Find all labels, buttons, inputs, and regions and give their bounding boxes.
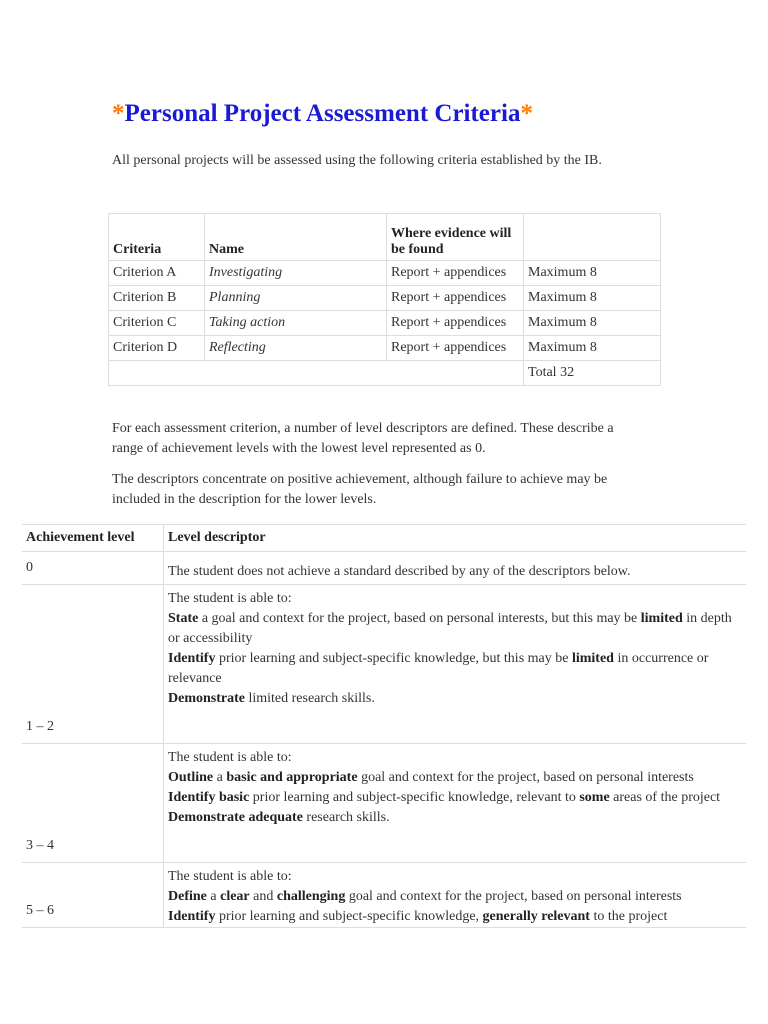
criteria-row [109, 261, 661, 286]
descriptor-text: The student is able to: [168, 750, 292, 765]
descriptor-keyword: limited [640, 611, 683, 626]
descriptor-line [168, 867, 742, 887]
title-star-left: * [112, 100, 125, 127]
criteria-total-row [109, 361, 661, 386]
descriptor-text: goal and context for the project, based on personal interests [357, 770, 694, 785]
descriptor-text: The student is able to: [168, 869, 292, 884]
level-descriptor [164, 744, 747, 863]
descriptor-text: goal and context for the project, based on personal interests [345, 889, 682, 904]
level-descriptor [164, 552, 747, 585]
level-row [22, 744, 746, 863]
total-cell: Total 32 [524, 361, 661, 386]
descriptor-text: in occurrence or relevance [168, 651, 709, 686]
descriptor-text: The student is able to: [168, 591, 292, 606]
criterion-cell: Criterion C [109, 311, 205, 336]
descriptor-line [168, 562, 742, 582]
max-cell: Maximum 8 [524, 286, 661, 311]
evidence-cell: Report + appendices [387, 336, 524, 361]
max-cell: Maximum 8 [524, 311, 661, 336]
descriptor-text: a goal and context for the project, based on personal interests, but this may be [198, 611, 641, 626]
criterion-cell: Criterion D [109, 336, 205, 361]
criteria-row [109, 336, 661, 361]
descriptor-line [168, 887, 742, 907]
descriptor-text: prior learning and subject-specific knowledge, relevant to [249, 790, 580, 805]
descriptor-text: in depth or accessibility [168, 611, 732, 646]
max-cell: Maximum 8 [524, 336, 661, 361]
intro-text: All personal projects will be assessed using the following criteria established by the IB. [112, 153, 602, 168]
descriptor-keyword: Outline [168, 770, 214, 785]
descriptor-keyword: State [168, 611, 199, 626]
levels-header-row [22, 525, 746, 552]
name-cell: Planning [205, 286, 387, 311]
header-level-descriptor: Level descriptor [164, 525, 747, 552]
descriptor-keyword: Identify [168, 909, 216, 924]
descriptor-keyword: basic and appropriate [226, 770, 358, 785]
descriptors-note: The descriptors concentrate on positive achievement, although failure to achieve may be included in the description for the lower levels. [112, 472, 608, 507]
total-blank-cell [109, 361, 524, 386]
criteria-row [109, 286, 661, 311]
descriptor-text: limited research skills. [244, 691, 375, 706]
descriptor-keyword: Identify [168, 651, 216, 666]
title-text: Personal Project Assessment Criteria [124, 100, 521, 127]
descriptor-line [168, 907, 742, 927]
descriptor-text: The student does not achieve a standard described by any of the descriptors below. [168, 564, 631, 579]
max-cell: Maximum 8 [524, 261, 661, 286]
descriptor-text: to the project [589, 909, 668, 924]
level-row [22, 585, 746, 744]
criterion-cell: Criterion B [109, 286, 205, 311]
descriptor-line [168, 788, 742, 808]
descriptor-line [168, 589, 742, 609]
descriptor-line [168, 768, 742, 788]
page-title [112, 100, 533, 128]
name-cell: Taking action [205, 311, 387, 336]
descriptor-line [168, 808, 742, 828]
descriptor-line [168, 609, 742, 649]
descriptor-keyword: some [579, 790, 610, 805]
level-value: 5 – 6 [22, 863, 164, 928]
header-evidence: Where evidence will be found [391, 226, 512, 257]
descriptor-keyword: limited [571, 651, 614, 666]
achievement-levels-table [22, 524, 746, 928]
descriptor-line [168, 649, 742, 689]
descriptor-text: prior learning and subject-specific knowledge, [215, 909, 483, 924]
level-value: 3 – 4 [22, 744, 164, 863]
descriptor-keyword: challenging [276, 889, 346, 904]
descriptor-keyword: generally relevant [482, 909, 590, 924]
descriptor-line [168, 748, 742, 768]
criteria-table-header [109, 214, 661, 261]
descriptor-text: prior learning and subject-specific knowledge, but this may be [215, 651, 572, 666]
descriptor-keyword: Demonstrate adequate [168, 810, 303, 825]
descriptor-text: a [206, 889, 221, 904]
descriptor-line [168, 689, 742, 709]
descriptor-text: and [249, 889, 277, 904]
criterion-cell: Criterion A [109, 261, 205, 286]
criteria-row [109, 311, 661, 336]
header-criteria: Criteria [113, 242, 162, 257]
levels-description: For each assessment criterion, a number of level descriptors are defined. These describe a range of achievement levels with the lowest level represented as 0. [112, 421, 614, 456]
evidence-cell: Report + appendices [387, 311, 524, 336]
level-descriptor [164, 863, 747, 928]
header-achievement-level: Achievement level [22, 525, 164, 552]
level-row [22, 863, 746, 928]
level-value: 1 – 2 [22, 585, 164, 744]
descriptor-keyword: Define [168, 889, 207, 904]
level-row [22, 552, 746, 585]
level-value: 0 [22, 552, 164, 585]
header-name: Name [209, 242, 244, 257]
level-descriptor [164, 585, 747, 744]
criteria-table [108, 213, 661, 386]
evidence-cell: Report + appendices [387, 286, 524, 311]
descriptor-text: areas of the project [609, 790, 721, 805]
evidence-cell: Report + appendices [387, 261, 524, 286]
name-cell: Investigating [205, 261, 387, 286]
descriptor-keyword: clear [220, 889, 250, 904]
descriptor-keyword: Demonstrate [168, 691, 245, 706]
descriptor-text: research skills. [302, 810, 390, 825]
name-cell: Reflecting [205, 336, 387, 361]
title-star-right: * [520, 100, 533, 127]
descriptor-keyword: Identify basic [168, 790, 250, 805]
descriptor-text: a [213, 770, 227, 785]
